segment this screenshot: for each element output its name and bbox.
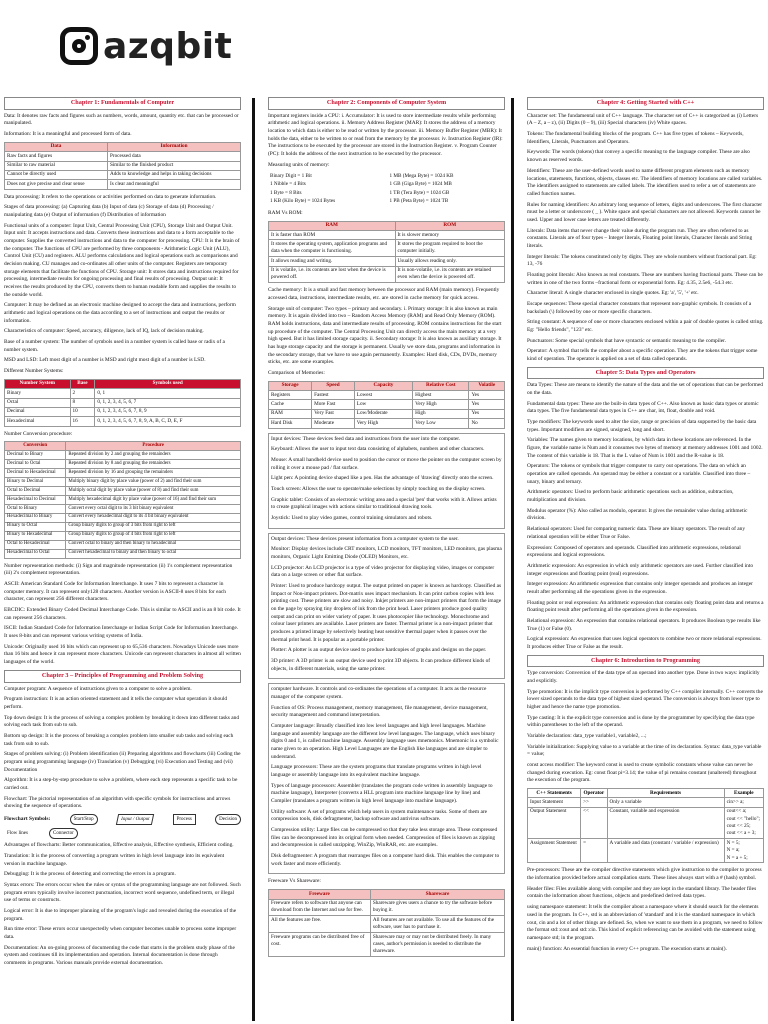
table-header: Procedure [66, 442, 241, 451]
paragraph: Type casting: It is the explicit type conversion and is done by the programmer by specifying the data type within parentheses to the left of the operand. [527, 714, 755, 729]
paragraph: Type conversion: Conversion of the data type of an operand into another type. Done in two ways: implicitly and explicitly. [527, 670, 760, 685]
paragraph: ASCII: American Standard Code for Information Interchange. It uses 7 bits to represent a character in computer memory. It can represent only128 characters. Another version is ASCII-8 uses 8 bits for each character, can represent 256 different characters. [4, 581, 226, 603]
table-header: Freeware [269, 890, 371, 899]
table-cell: It is volatile, i.e. its contents are lost when the device is powered off. [269, 266, 396, 283]
paragraph: Program instruction: It is an action oriented statement and it tells the computer what operation it should perform. [4, 696, 228, 710]
paragraph: EBCDIC: Extended Binary Coded Decimal Interchange Code. This is similar to ASCII and is an 8 bit code. It can represent 256 characters. [4, 607, 241, 621]
table-cell: Highest [413, 391, 469, 400]
paragraph: Light pen: A pointing device shaped like a pen. Has the advantage of 'drawing' directly onto the screen. [271, 475, 494, 482]
input-output-symbol: Input / Output [116, 814, 155, 825]
paragraph: Arithmetic expression: An expression in which only arithmetic operators are used. Further classified into integer expressions and floating point (real) expressions. [527, 562, 754, 577]
table-header: Speed [312, 381, 355, 390]
table-cell: Binary Digit = 1 Bit [270, 173, 312, 179]
paragraph: Printer: Used to produce hardcopy output. The output printed on paper is known as hardcopy. Classified as Impact or Non-impact printers. Dot-matrix uses impact mechanism. It can print carbon copies with less printing cost. These printers are slow and noisy. Inkjet printers are non-impact printers that form the image on the page by spraying tiny droplets of ink from the print head. Laser printers produce good quality output and can print on wider variety of paper. It uses photocopier like technology. Monochrome and colour laser printers are available. Laser printers are faster. Thermal printer is a non-impact printer that produces a printed image by selectively heating heat sensitive thermal paper when it passes over the thermal print head. It is popular as a portable printer. [271, 582, 502, 643]
column-divider [511, 98, 514, 1021]
table-cell: Hexadecimal to Binary [5, 513, 66, 522]
table-cell: Raw facts and figures [5, 152, 108, 161]
table-cell: 2 [70, 389, 95, 398]
logo [60, 24, 232, 68]
paragraph: Character literal: A single character enclosed in single quotes. Eg: 'a', '5', '+' etc. [527, 290, 699, 297]
paragraph: Monitor: Display devices include CRT monitors, LCD monitors, TFT monitors, LED monitors, gas plasma monitors, Organic Light Emitting Diode (OLED) Monitors, etc. [271, 546, 502, 560]
flowchart-symbols-2 [4, 828, 241, 839]
table-cell: Similar to raw material [5, 161, 108, 170]
data-information-table [4, 142, 241, 190]
paragraph: LCD projector: An LCD projector is a type of video projector for displaying video, images or computer data on a large screen or other flat surface. [271, 564, 495, 579]
table-header: ROM [395, 221, 504, 230]
chapter-3-heading: Chapter 3 – Principles of Programming and Problem Solving [4, 670, 241, 683]
table-cell: More Fast [312, 400, 355, 409]
paragraph: const access modifier: The keyword const is used to create symbolic constants whose value can never be changed during execution. Eg: const float pi=3.14; the value of pi remains constant (unaltered) throughout the execution of the program. [527, 762, 757, 784]
column-3 [527, 95, 764, 1021]
paragraph: Computer language: Broadly classified into low level languages and high level languages. Machine language and assembly language are the different low level languages. The language, which uses binary digits 0 and 1, is called machine language. Assembly language uses mnemonics. Mnemonic is a symbolic name given to an operation. High Level Languages are the English like languages and are simpler to understand. [271, 723, 499, 760]
table-header: Symbols used [95, 379, 241, 388]
table-cell: RAM [269, 409, 312, 418]
table-cell: Very High [413, 400, 469, 409]
paragraph: Functional units of a computer: Input Unit, Central Processing Unit (CPU), Storage Unit and Output Unit. Input unit: It accepts instructions and data. Converts these instructions and data to a form acceptable to the computer. Supplies the converted instructions and data to the computer for processing. CPU: It is the brain of the computer. The functions of CPU are performed by three components - Arithmetic Logic Unit (ALU), Control Unit (CU) and registers. ALU performs calculations and logical operations such as comparisons and decision making. CU manages and co-ordinates all other units of the computer. Registers are temporary storage elements that facilitate the functions of CPU. Storage unit: It stores data and instructions required for processing, intermediate results for ongoing processing and final results of processing. Output unit: It receives the results produced by the CPU, converts them to human readable form and supplies the results to the outside world. [4, 222, 240, 298]
output-devices-box [268, 533, 505, 680]
paragraph: Pre-processors: These are the compiler directive statements which give instruction to the compiler to process the information provided before actual compilation starts. These lines always start with a # (hash) symbol. [527, 867, 762, 882]
table-cell: Binary to Octal [5, 522, 66, 531]
paragraph: Base of a number system: The number of symbols used in a number system is called base or radix of a number system. [4, 339, 225, 353]
table-cell: Repeated division by 16 and grouping the remainders [66, 469, 241, 478]
table-cell: Hexadecimal to Octal [5, 549, 66, 558]
paragraph: Relational operators: Used for comparing numeric data. These are binary operators. The result of any relational operation will be either True or False. [527, 526, 746, 540]
table-header: Operator [581, 789, 607, 798]
table-cell: cin>> a; [724, 798, 763, 807]
memory-units-table [268, 173, 505, 207]
paragraph: Data processing: It refers to the operations or activities performed on data to generate information. [4, 193, 217, 200]
table-cell: = [581, 839, 607, 863]
paragraph: Unicode: Originally used 16 bits which can represent up to 65,536 characters. Nowadays Unicode uses more than 16 bits and hence it can represent more characters. Unicode can represent characters in almost all written languages of the world. [4, 643, 241, 666]
decision-symbol: Decision [215, 814, 241, 825]
table-cell: 1 TB (Tera Byte) = 1024 GB [389, 189, 450, 196]
paragraph: Escape sequences: These special character constants that represent non-graphic symbols. It consists of a backslash (\) followed by one or more specific characters. [527, 300, 752, 315]
table-cell: Low/Moderate [354, 409, 412, 418]
table-cell: Multiply octal digit by place value (power of 8) and find their sum [66, 487, 241, 496]
table-cell: 10 [70, 407, 95, 416]
paragraph: Function of OS: Process management, memory management, file management, device management, security management and command interpretation. [271, 704, 488, 719]
table-cell: Binary to Hexadecimal [5, 531, 66, 540]
table-cell: Convert every hexadecimal digit to its 4 bit binary equivalent [66, 513, 241, 522]
table-header: Storage [269, 381, 312, 390]
paragraph: Storage unit of computer: Two types – primary and secondary. i. Primary storage: It is also known as main memory. It is again divided into two – Random Access Memory (RAM) and Read Only Memory (ROM). RAM holds instructions, data and intermediate results of processing. ROM contains instructions for the start up procedure of the computer. The Central Processing Unit can directly access the main memory at a very high speed. But it has limited storage capacity. ii. Secondary storage: It is also known as auxiliary storage. It has huge storage capacity and the storage is permanent. Usually we store data, programs and information in the secondary storage, that we have to use again permanently. Examples: Hard disk, CDs, DVDs, memory sticks, etc. are some examples. [268, 305, 502, 366]
paragraph: Algorithm: It is a step-by-step procedure to solve a problem, where each step represents a specific task to be carried out. [4, 777, 238, 791]
paragraph: Cache memory: It is a small and fast memory between the processor and RAM (main memory). Frequently accessed data, instructions, intermediate results, etc. are stored in cache memory for quick access. [268, 287, 500, 301]
paragraph: Touch screen: Allows the user to operate/make selections by simply touching on the display screen. [271, 485, 486, 492]
paragraph: Mouse: A small handheld device used to position the cursor or move the pointer on the computer screen by rolling it over a mouse pad / flat surface. [271, 456, 502, 471]
table-cell: A variable and data (constant / variable / expression) [607, 839, 724, 863]
table-cell: Moderate [312, 419, 355, 428]
paragraph: RAM Vs ROM: [268, 210, 303, 216]
paragraph: Joystick: Used to play video games, control training simulators and robots. [271, 514, 433, 521]
paragraph: Operators: The tokens or symbols that trigger computer to carry out operations. The data on which an operation are called operands. An operand may be either a constant or a variable. Classified into three – unary, binary and ternary. [527, 463, 751, 485]
table-cell: Low [354, 400, 412, 409]
paragraph: Flowchart: The pictorial representation of an algorithm with specific symbols for instructions and arrows showing the sequence of operations. [4, 795, 231, 810]
paragraph: Keyboard: Allows the user to input text data consisting of alphabets, numbers and other characters. [271, 446, 485, 453]
table-cell: Convert octal to binary and then binary to hexadecimal [66, 540, 241, 549]
table-cell: All features are not available. To use all the features of the software, user has to purchase it. [370, 916, 504, 933]
table-cell: 0, 1 [95, 389, 241, 398]
table-cell: Octal to Hexadecimal [5, 540, 66, 549]
table-cell: 0, 1, 2, 3, 4, 5, 6, 7, 8, 9 [95, 407, 241, 416]
paragraph: Floating point literals: Also known as real constants. These are numbers having fractional parts. These can be written in one of the two forms –fractional form or exponential form. Eg: 4.35, 2.5e6, -54.3 etc. [527, 271, 763, 286]
paragraph: ISCII: Indian Standard Code for Information Interchange or Indian Script Code for Information Interchange. It uses 8-bits and can represent various writing systems of India. [4, 625, 239, 640]
paragraph: 3D printer: A 3D printer is an output device used to print 3D objects. It can produce different kinds of objects, in different materials, using the same printer. [271, 658, 491, 672]
table-cell: Binary to Decimal [5, 478, 66, 487]
table-cell: Freeware programs can be distributed free of cost. [269, 933, 371, 957]
input-devices-box [268, 433, 505, 529]
table-cell: Does not give precise and clear sense [5, 180, 108, 189]
paragraph: Compression utility: Large files can be compressed so that they take less storage area. These compressed files can be decompressed into its original form when needed. Compression of files is known as zipping and decompression is called unzipping. WinZip, WinRAR, etc. are examples. [271, 827, 498, 849]
paragraph: Comparison of Memories: [268, 370, 325, 377]
table-cell: Yes [469, 400, 505, 409]
paragraph: Types of language processors: Assembler (translates the program code written in assembly language to machine language), Interpreter (converts a HLL program into machine language line by line) and Compiler (translates a program written in high level language into machine language). [271, 782, 493, 805]
table-header: Requirements [607, 789, 724, 798]
paragraph: String constant: A sequence of one or more characters enclosed within a pair of double quotes is called string. Eg: "Hello friends", "123" etc. [527, 319, 764, 333]
paragraph: using namespace statement: It tells the compiler about a namespace where it should search for the elements used in the program. In C++, std is an abbreviation of 'standard' and it is the standard namespace in which cout, cin and a lot of other things are defined. So, when we want to use them in a program, we need to follow the format std::cout and std::cin. This kind of explicit referencing can be avoided with the statement using namespace std; in the program. [527, 904, 763, 941]
paragraph: Integer literals: The tokens constituted only by digits. They are whole numbers without fractional part. Eg: 13, -76 [527, 253, 757, 268]
paragraph: Different Number Systems: [4, 368, 64, 375]
table-cell: Decimal to Octal [5, 460, 66, 469]
paragraph: Variable initialization: Supplying value to a variable at the time of its declaration. Syntax: data_type variable = value; [527, 743, 762, 758]
table-cell: It is slower memory [395, 231, 504, 240]
paragraph: Measuring units of memory: [268, 161, 330, 168]
paragraph: Bottom up design: It is the process of breaking a complex problem into smaller sub tasks and solving each task from sub to sub. [4, 732, 234, 747]
paragraph: Top down design: It is the process of solving a complex problem by breaking it down into different tasks and solving each task from sub to sub. [4, 714, 240, 729]
table-header: Shareware [370, 890, 504, 899]
chapter-6-heading: Chapter 6: Introduction to Programming [527, 655, 764, 668]
table-cell: Octal to Decimal [5, 487, 66, 496]
table-cell: Shareware may or may not be distributed freely. In many cases, author's permission is needed to distribute the shareware. [370, 933, 504, 957]
flowchart-label: Flowchart Symbols: [4, 815, 51, 822]
table-cell: Shareware gives users a chance to try the software before buying it. [370, 899, 504, 916]
table-header: Data [5, 142, 108, 151]
paragraph: Expression: Composed of operators and operands. Classified into arithmetic expressions, relational expressions and logical expressions. [527, 544, 741, 559]
table-cell: Is clear and meaningful [107, 180, 240, 189]
table-cell: Octal to Binary [5, 505, 66, 514]
paragraph: Data Types: These are means to identify the nature of the data and the set of operations that can be performed on the data. [527, 382, 763, 397]
paragraph: Relational expression: An expression that contains relational operators. It produces Boolean type results like True (1) or False (0). [527, 617, 761, 632]
io-statements-table [527, 788, 764, 863]
paragraph: Keywords: The words (tokens) that convey a specific meaning to the language compiler. These are also known as reserved words. [527, 149, 750, 164]
table-cell: Very Fast [312, 409, 355, 418]
paragraph: Logical error: It is due to improper planning of the program's logic and revealed during the execution of the program. [4, 907, 237, 922]
table-cell: Cache [269, 400, 312, 409]
table-cell: Octal [5, 398, 71, 407]
paragraph: Number representation methods: (i) Sign and magnitude representation (ii) 1's complement representation (iii) 2's complement representation. [4, 562, 233, 577]
column-2 [268, 95, 505, 1021]
paragraph: Integer expression: An arithmetic expression that contains only integer operands and produces an integer result after performing all the operations given in the expression. [527, 581, 753, 595]
freeware-shareware-table [268, 889, 505, 957]
table-cell: Decimal to Binary [5, 451, 66, 460]
table-cell: 1 Byte = 8 Bits [270, 189, 302, 196]
paragraph: Output devices: These devices present information from a computer system to the user. [271, 535, 459, 542]
paragraph: Disk defragmenter: A program that rearranges files on a computer hard disk. This enables the computer to work faster and more efficiently. [271, 853, 500, 867]
table-cell: It stores the operating system, application programs and data when the computer is functioning. [269, 240, 396, 257]
instagram-icon [60, 27, 98, 65]
table-cell: Very High [354, 419, 412, 428]
table-cell: It stores the program required to boot the computer initially. [395, 240, 504, 257]
ram-rom-table [268, 221, 505, 284]
table-cell: 1 GB (Giga Byte) = 1024 MB [389, 181, 452, 188]
table-header: Information [107, 142, 240, 151]
table-cell: Decimal to Hexadecimal [5, 469, 66, 478]
table-cell: N = 5; N = a; N = a + 5; [724, 839, 763, 863]
table-cell: Output Statement [528, 807, 581, 839]
table-cell: Similar to the finished product [107, 161, 240, 170]
table-cell: Hexadecimal to Decimal [5, 496, 66, 505]
paragraph: Run time error: These errors occur unexpectedly when computer becomes unable to process some improper data. [4, 926, 237, 940]
paragraph: Type modifiers: The keywords used to alter the size, range or precision of data supported by the basic data types. Important modifiers are signed, unsigned, long and short. [527, 419, 757, 433]
paragraph: Type promotion: It is the implicit type conversion is performed by C++ compiler internally. C++ converts the lower sized operands to the data type of highest sized operand. The conversion is always from lower type to higher and hence the name type promotion. [527, 688, 763, 711]
chapter-2-heading: Chapter 2: Components of Computer System [268, 97, 505, 110]
paragraph: Floating point or real expression: An arithmetic expression that contains only floating point data and returns a floating point result after performing all the operations given in the expression. [527, 599, 764, 614]
number-system-table [4, 379, 241, 427]
table-cell: Assignment Statement [528, 839, 581, 863]
table-cell: 1 KB (Kilo Byte) = 1024 Bytes [270, 198, 336, 205]
table-cell: Very Low [413, 419, 469, 428]
paragraph: Language processors: These are the system programs that translate programs written in high level language or assembly language into its equivalent machine language. [271, 764, 482, 779]
software-box [268, 683, 505, 874]
table-cell: Group binary digits to group of 4 bits from right to left [66, 531, 241, 540]
paragraph: Variable declaration: data_type variable1, variable2, ...; [527, 733, 647, 740]
paragraph: Syntax errors: The errors occur when the rules or syntax of the programming language are not followed. Such program errors typically involve incorrect punctuation, incorrect word sequence, undefined term, or illegal use of terms or constructs. [4, 881, 241, 904]
table-cell: << [581, 807, 607, 839]
table-cell: It is faster than ROM [269, 231, 396, 240]
paragraph: Characteristics of computer: Speed, accuracy, diligence, lack of IQ, lack of decision making. [4, 328, 204, 335]
paragraph: Operator: A symbol that tells the compiler about a specific operation. They are the tokens that trigger some kind of operation. The operator is applied on a set of data called operands. [527, 348, 758, 362]
table-cell: Hard Disk [269, 419, 312, 428]
chapter-4-heading: Chapter 4: Getting Started with C++ [527, 97, 764, 110]
paragraph: Plotter: A plotter is an output device used to produce hardcopies of graphs and designs on the paper. [271, 647, 487, 654]
paragraph: Fundamental data types: These are the built-in data types of C++. Also known as basic data types or atomic data types. The five fundamental data types in C++ are char, int, float, double and void. [527, 400, 759, 415]
table-header: Relative Cost [413, 381, 469, 390]
table-header: RAM [269, 221, 396, 230]
table-cell: Binary [5, 389, 71, 398]
paragraph: Variables: The names given to memory locations, by which data in these locations are referenced. In the figure, the variable name is Num and it consumes two bytes of memory at memory addresses 1001 and 1002. The content of this variable is 18. That is the L value of Num is 1001 and the R-value is 18. [527, 437, 763, 459]
table-cell: Input Statement [528, 798, 581, 807]
table-cell: All the features are free. [269, 916, 371, 933]
table-cell: High [413, 409, 469, 418]
paragraph: Computer: It may be defined as an electronic machine designed to accept the data and instructions, perform arithmetic and logical operations on the data according to a set of instructions and output the results or information. [4, 302, 236, 324]
paragraph: Tokens: The fundamental building blocks of the program. C++ has five types of tokens – Keywords, Identifiers, Literals, Punctuators and Operators. [527, 131, 744, 145]
table-cell: Adds to knowledge and helps in taking decisions [107, 170, 240, 179]
memory-comparison-table [268, 381, 505, 429]
table-cell: Convert every octal digit to its 3 bit binary equivalent [66, 505, 241, 514]
table-header: Base [70, 379, 95, 388]
table-cell: Hexadecimal [5, 417, 71, 426]
table-cell: 1 Nibble = 4 Bits [270, 181, 306, 188]
table-cell: >> [581, 798, 607, 807]
table-cell: Convert hexadecimal to binary and then binary to octal [66, 549, 241, 558]
paragraph: Number Conversion procedure: [4, 430, 73, 437]
table-cell: Group binary digits to group of 3 bits from right to left [66, 522, 241, 531]
table-cell: Yes [469, 391, 505, 400]
paragraph: Data: It denotes raw facts and figures such as numbers, words, amount, quantity etc. that can be processed or manipulated. [4, 112, 239, 127]
table-cell: 16 [70, 417, 95, 426]
table-cell: Constant, variable and expression [607, 807, 724, 839]
paragraph: Information: It is a meaningful and processed form of data. [4, 131, 132, 138]
start-stop-symbol: Start/Stop [70, 814, 98, 825]
table-cell: Decimal [5, 407, 71, 416]
paragraph: Stages of data processing: (a) Capturing data (b) Input of data (c) Storage of data (d) Processing / manipulating data (e) Output of information (f) Distribution of information [4, 204, 214, 219]
column-divider [252, 98, 255, 1021]
table-cell: Processed data [107, 152, 240, 161]
paragraph: Graphic tablet: Consists of an electronic writing area and a special 'pen' that works with it. Allows artists to create graphical images with actions similar to traditional drawing tools. [271, 496, 497, 511]
paragraph: Arithmetic operators: Used to perform basic arithmetic operations such as addition, subtraction, multiplication and division. [527, 489, 734, 504]
table-header: Volatile [469, 381, 505, 390]
paragraph: Identifiers: These are the user-defined words used to name different program elements such as memory locations, statements, functions, objects, classes etc. The identifiers of memory locations are called variables. The identifiers assigned to statements are called labels. The identifiers used to refer a set of statements are called function names. [527, 167, 763, 197]
paragraph: Documentation: An on-going process of documenting the code that starts in the problem study phase of the system and continues till its implementation and operation. Internal documentation is done through comments in programs. Various manuals provide external documentation. [4, 944, 235, 966]
paragraph: Punctuators: Some special symbols that have syntactic or semantic meaning to the compiler. [527, 337, 726, 344]
table-cell: cout<< a; cout << "hello"; cout << 25; cout << a + 3; [724, 807, 763, 839]
table-cell: 0, 1, 2, 3, 4, 5, 6, 7 [95, 398, 241, 407]
table-cell: Repeated division by 8 and grouping the remainders [66, 460, 241, 469]
paragraph: main() function: An essential function in every C++ program. The execution starts at main(). [527, 945, 727, 952]
paragraph: Rules for naming identifiers: An arbitrary long sequence of letters, digits and underscores. The first character must be a letter or underscore ( _ ). White space and special characters are not allowed. Keywords cannot be used. Upper and lower case letters are treated differently. [527, 201, 763, 223]
paragraph: Translation: It is the process of converting a program written in high level language into its equivalent version in machine language. [4, 852, 225, 867]
table-cell: Registers [269, 391, 312, 400]
paragraph: Advantages of flowcharts: Better communication, Effective analysis, Effective synthesis, Efficient coding. [4, 842, 234, 849]
table-cell: 0, 1, 2, 3, 4, 5, 6, 7, 8, 9, A, B, C, D, E, F [95, 417, 241, 426]
table-cell: It allows reading and writing. [269, 257, 396, 266]
table-cell: Usually allows reading only. [395, 257, 504, 266]
table-cell: Only a variable [607, 798, 724, 807]
flow-lines-symbol: Flow lines [7, 831, 28, 837]
table-cell: Freeware refers to software that anyone can download from the Internet and use for free. [269, 899, 371, 916]
table-cell: It is non-volatile, i.e. its contents are retained even when the device is powered off. [395, 266, 504, 283]
table-cell: Multiply hexadecimal digit by place value (power of 16) and find their sum [66, 496, 241, 505]
table-header: Conversion [5, 442, 66, 451]
chapter-1-heading: Chapter 1: Fundamentals of Computer [4, 97, 241, 110]
paragraph: Freeware Vs Shareware: [268, 878, 321, 885]
paragraph: computer hardware. It controls and co-ordinates the operations of a computer. It acts as the resource manager of the computer system. [271, 686, 487, 701]
flowchart-symbols [4, 814, 241, 825]
table-cell: Lowest [354, 391, 412, 400]
table-cell: Repeated division by 2 and grouping the remainders [66, 451, 241, 460]
paragraph: Literals: Data items that never change their value during the program run. They are often referred to as constants. Literals are of four types – Integer literals, Floating point literals, Character literals and String literals. [527, 227, 753, 249]
table-cell: Yes [469, 409, 505, 418]
paragraph: MSD and LSD: Left most digit of a number is MSD and right most digit of a number is LSD. [4, 357, 206, 364]
chapter-5-heading: Chapter 5: Data Types and Operators [527, 367, 764, 380]
conversion-table [4, 441, 241, 558]
paragraph: Utility software: A set of programs which help users in system maintenance tasks. Some of them are compression tools, disk defragmenter, backup software and antivirus software. [271, 808, 488, 823]
paragraph: Computer program: A sequence of instructions given to a computer to solve a problem. [4, 685, 192, 692]
table-header: Capacity [354, 381, 412, 390]
table-cell: Multiply binary digit by place value (power of 2) and find their sum [66, 478, 241, 487]
paragraph: Input devices: These devices feed data and instructions from the user into the computer. [271, 435, 461, 442]
paragraph: Logical expression: An expression that uses logical operators to combine two or more relational expressions. It produces either True or False as the result. [527, 636, 762, 650]
table-header: C++ Statements [528, 789, 581, 798]
paragraph: Header files: Files available along with compiler and they are kept in the standard library. The header files contain the information about functions, objects and predefined derived data types. [527, 885, 757, 900]
column-1 [4, 95, 241, 1021]
table-cell: No [469, 419, 505, 428]
connector-symbol: Connector [49, 828, 78, 839]
process-symbol: Process [173, 814, 196, 825]
paragraph: Modulus operator (%): Also called as modulo, operator. It gives the remainder value during arithmetic division. [527, 507, 748, 522]
paragraph: Important registers inside a CPU: i. Accumulator: It is used to store intermediate results while performing arithmetic and logical operations. ii. Memory Address Register (MAR): It stores the address of a memory location to which data is either to be read or written by the processor. iii. Memory Buffer Register (MBR): It holds the data, either to be written to or read from the memory by the processor. iv. Instruction Register (IR): The instructions to be executed by the processor are stored in the Instruction Register. v. Program Counter (PC): It holds the address of the next instruction to be executed by the processor. [268, 112, 503, 158]
table-cell: 1 MB (Mega Byte) = 1024 KB [389, 173, 454, 179]
table-header: Number System [5, 379, 71, 388]
paragraph: Stages of problem solving: (i) Problem identification (ii) Preparing algorithms and flowcharts (iii) Coding the program using programming language (iv) Translation (v) Debugging (vi) Execution and Testing and (vii) Documentation [4, 751, 241, 773]
table-cell: Fastest [312, 391, 355, 400]
table-header: Example [724, 789, 763, 798]
table-cell: 1 PB (Peta Byte) = 1024 TB [389, 198, 449, 205]
paragraph: Character set: The fundamental unit of C++ language. The character set of C++ is categorized as (i) Letters (A – Z, a – z), (ii) Digits (0 – 9), (iii) Special characters (iv) White spaces. [527, 112, 759, 127]
brand-name: azqbit [103, 25, 233, 67]
paragraph: Debugging: It is the process of detecting and correcting the errors in a program. [4, 871, 176, 878]
table-cell: 8 [70, 398, 95, 407]
table-cell: Cannot be directly used [5, 170, 108, 179]
